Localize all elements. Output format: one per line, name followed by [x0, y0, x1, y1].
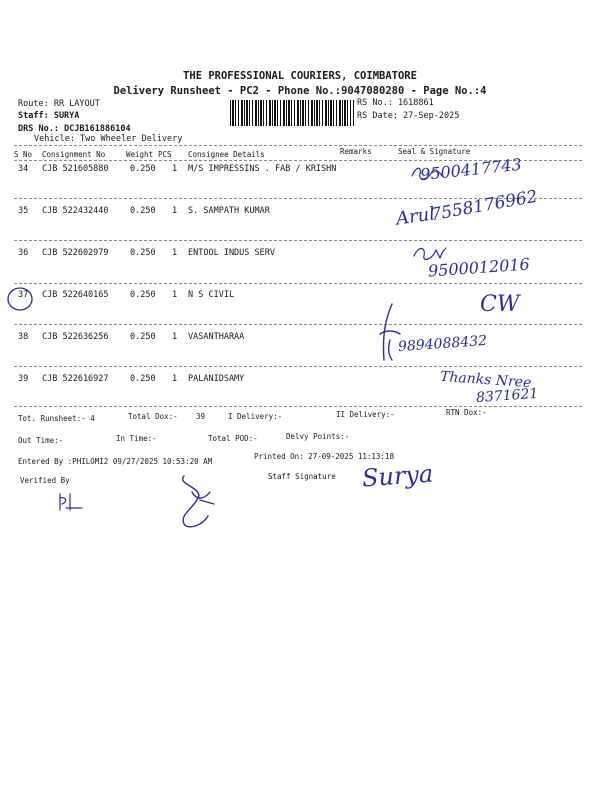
staff-label: Staff: SURYA: [18, 111, 80, 121]
entered-by: Entered By :PHILOMI2 09/27/2025 10:53:20 AM: [18, 457, 213, 466]
row-consignment: CJB 521605880: [42, 164, 109, 174]
verifier-initials-icon: [54, 490, 88, 514]
verified-by: Verified By: [20, 476, 70, 485]
rs-number: RS No.: 1618861: [357, 98, 434, 108]
runsheet-subtitle: Delivery Runsheet - PC2 - Phone No.:9047080280 - Page No.:4: [113, 85, 487, 97]
handwritten-phone-36: 9500012016: [427, 254, 531, 281]
row-pcs: 1: [172, 248, 178, 258]
row-weight: 0.250: [130, 374, 156, 384]
row-consignee: M/S IMPRESSINS . FAB / KRISHN: [188, 164, 337, 174]
row-pcs: 1: [172, 206, 178, 216]
delvy-points: Delvy Points:-: [286, 432, 350, 441]
row-divider: [14, 366, 582, 367]
handwritten-name-35: Arul: [394, 203, 437, 230]
handwritten-phone-38: 9894088432: [397, 332, 488, 356]
company-title: THE PROFESSIONAL COURIERS, COIMBATORE: [183, 70, 417, 82]
row-pcs: 1: [172, 164, 178, 174]
row-weight: 0.250: [130, 248, 156, 258]
handwritten-name-39: Thanks Nree: [439, 368, 532, 392]
col-weight: Weight: [126, 150, 154, 159]
circle-mark-icon: [4, 285, 38, 315]
row-weight: 0.250: [130, 206, 156, 216]
row-sno: 34: [18, 164, 29, 174]
handwritten-phone-34: 9500417743: [419, 154, 523, 185]
tot-runsheet: Tot. Runsheet:- 4: [18, 414, 95, 423]
total-dox-label: Total Dox:-: [128, 412, 178, 421]
route-label: Route: RR LAYOUT: [18, 99, 100, 109]
handwritten-mark-37: CW: [480, 292, 520, 317]
in-time: In Time:-: [116, 434, 157, 443]
col-pcs: PCS: [158, 150, 172, 159]
row-sno: 35: [18, 206, 29, 216]
row-pcs: 1: [172, 332, 178, 342]
ii-delivery: II Delivery:-: [336, 410, 395, 419]
row-consignment: CJB 522432440: [42, 206, 109, 216]
header-top-rule: [14, 145, 582, 146]
staff-signature-label: Staff Signature: [268, 472, 336, 481]
row-divider: [14, 283, 582, 284]
row-divider: [14, 240, 582, 241]
i-delivery: I Delivery:-: [228, 412, 283, 421]
row-consignee: VASANTHARAA: [188, 332, 245, 342]
row-divider: [14, 324, 582, 325]
row-sno: 37: [18, 290, 29, 300]
col-sno: S No: [14, 150, 33, 159]
row-sno: 36: [18, 248, 29, 258]
out-time: Out Time:-: [18, 436, 64, 445]
row-consignment: CJB 522636256: [42, 332, 109, 342]
row-sno: 38: [18, 332, 29, 342]
vehicle-label: Vehicle: Two Wheeler Delivery: [34, 134, 183, 144]
rs-date: RS Date: 27-Sep-2025: [357, 111, 460, 121]
row-pcs: 1: [172, 374, 178, 384]
staff-signature: Surya: [361, 459, 435, 493]
drs-number: DRS No.: DCJB161886104: [18, 124, 131, 134]
row-consignee: N S CIVIL: [188, 290, 235, 300]
col-seal-signature: Seal & Signature: [398, 147, 471, 156]
printed-on: Printed On: 27-09-2025 11:13:18: [254, 452, 394, 461]
row-consignment: CJB 522616927: [42, 374, 109, 384]
row-divider: [14, 406, 582, 407]
handwritten-phone-35: 7558176962: [429, 186, 540, 226]
barcode-image: [230, 100, 354, 126]
row-consignee: S. SAMPATH KUMAR: [188, 206, 270, 216]
handwritten-phone-39: 8371621: [475, 385, 539, 407]
row-consignee: ENTOOL INDUS SERV: [188, 248, 275, 258]
col-remarks: Remarks: [340, 147, 372, 156]
handwritten-signature-38-icon: [374, 300, 404, 366]
row-sno: 39: [18, 374, 29, 384]
row-consignment: CJB 522640165: [42, 290, 109, 300]
total-dox-value: 39: [196, 412, 206, 421]
rtn-dox: RTN Dox:-: [446, 408, 487, 417]
supervisor-signature-icon: [174, 470, 218, 532]
row-consignee: PALANIDSAMY: [188, 374, 245, 384]
row-consignment: CJB 522602979: [42, 248, 109, 258]
row-pcs: 1: [172, 290, 178, 300]
col-consignment: Consignment No: [42, 150, 106, 159]
row-weight: 0.250: [130, 290, 156, 300]
col-consignee: Consignee Details: [188, 150, 265, 159]
row-weight: 0.250: [130, 332, 156, 342]
total-pod: Total POD:-: [208, 434, 258, 443]
row-weight: 0.250: [130, 164, 156, 174]
